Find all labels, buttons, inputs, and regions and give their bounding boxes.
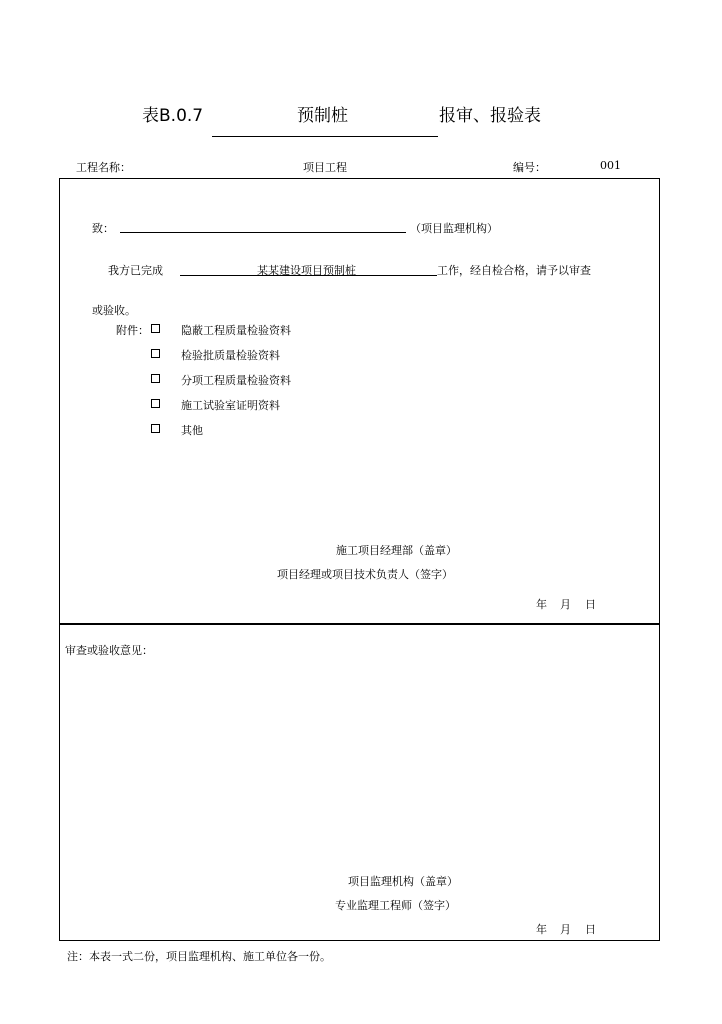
date-month-label: 月 (560, 923, 571, 936)
project-name-label: 工程名称： (76, 161, 131, 174)
form-code: 表B.0.7 (142, 106, 204, 126)
contractor-seal-label: 施工项目经理部（盖章） (336, 544, 457, 557)
date-year-label: 年 (536, 923, 547, 936)
title-underline (212, 136, 438, 137)
date-month-label: 月 (560, 598, 571, 611)
date-day-label: 日 (585, 923, 596, 936)
review-section (59, 623, 660, 941)
date-year-label: 年 (536, 598, 547, 611)
attachment-item-label: 其他 (181, 424, 203, 437)
to-recipient-line[interactable] (120, 232, 406, 233)
attachment-checkbox[interactable] (151, 324, 160, 333)
attachment-checkbox[interactable] (151, 399, 160, 408)
form-type: 报审、报验表 (439, 106, 541, 126)
attachment-item-label: 隐蔽工程质量检验资料 (181, 324, 291, 337)
to-label: 致： (92, 222, 114, 235)
footnote: 注：本表一式二份，项目监理机构、施工单位各一份。 (67, 950, 331, 963)
review-opinion-label: 审查或验收意见： (65, 644, 153, 657)
project-name-value[interactable]: 项目工程 (303, 161, 347, 174)
statement-continuation: 或验收。 (92, 304, 136, 317)
form-subject: 预制桩 (297, 106, 348, 126)
to-suffix: （项目监理机构） (410, 222, 498, 235)
form-number-value[interactable]: 001 (600, 159, 621, 172)
attachments-label: 附件： (116, 324, 149, 337)
contractor-signature-label: 项目经理或项目技术负责人（签字） (277, 568, 453, 581)
completed-work-line (180, 275, 437, 276)
date-day-label: 日 (585, 598, 596, 611)
attachment-checkbox[interactable] (151, 424, 160, 433)
supervisor-seal-label: 项目监理机构（盖章） (348, 875, 458, 888)
attachment-item-label: 检验批质量检验资料 (181, 349, 280, 362)
supervisor-signature-label: 专业监理工程师（签字） (335, 899, 456, 912)
attachment-checkbox[interactable] (151, 374, 160, 383)
statement-suffix: 工作，经自检合格，请予以审查 (437, 264, 591, 277)
form-number-label: 编号： (513, 161, 546, 174)
attachment-item-label: 施工试验室证明资料 (181, 399, 280, 412)
attachment-item-label: 分项工程质量检验资料 (181, 374, 291, 387)
completed-work-value[interactable]: 某某建设项目预制桩 (257, 264, 356, 277)
statement-prefix: 我方已完成 (108, 264, 163, 277)
attachment-checkbox[interactable] (151, 349, 160, 358)
